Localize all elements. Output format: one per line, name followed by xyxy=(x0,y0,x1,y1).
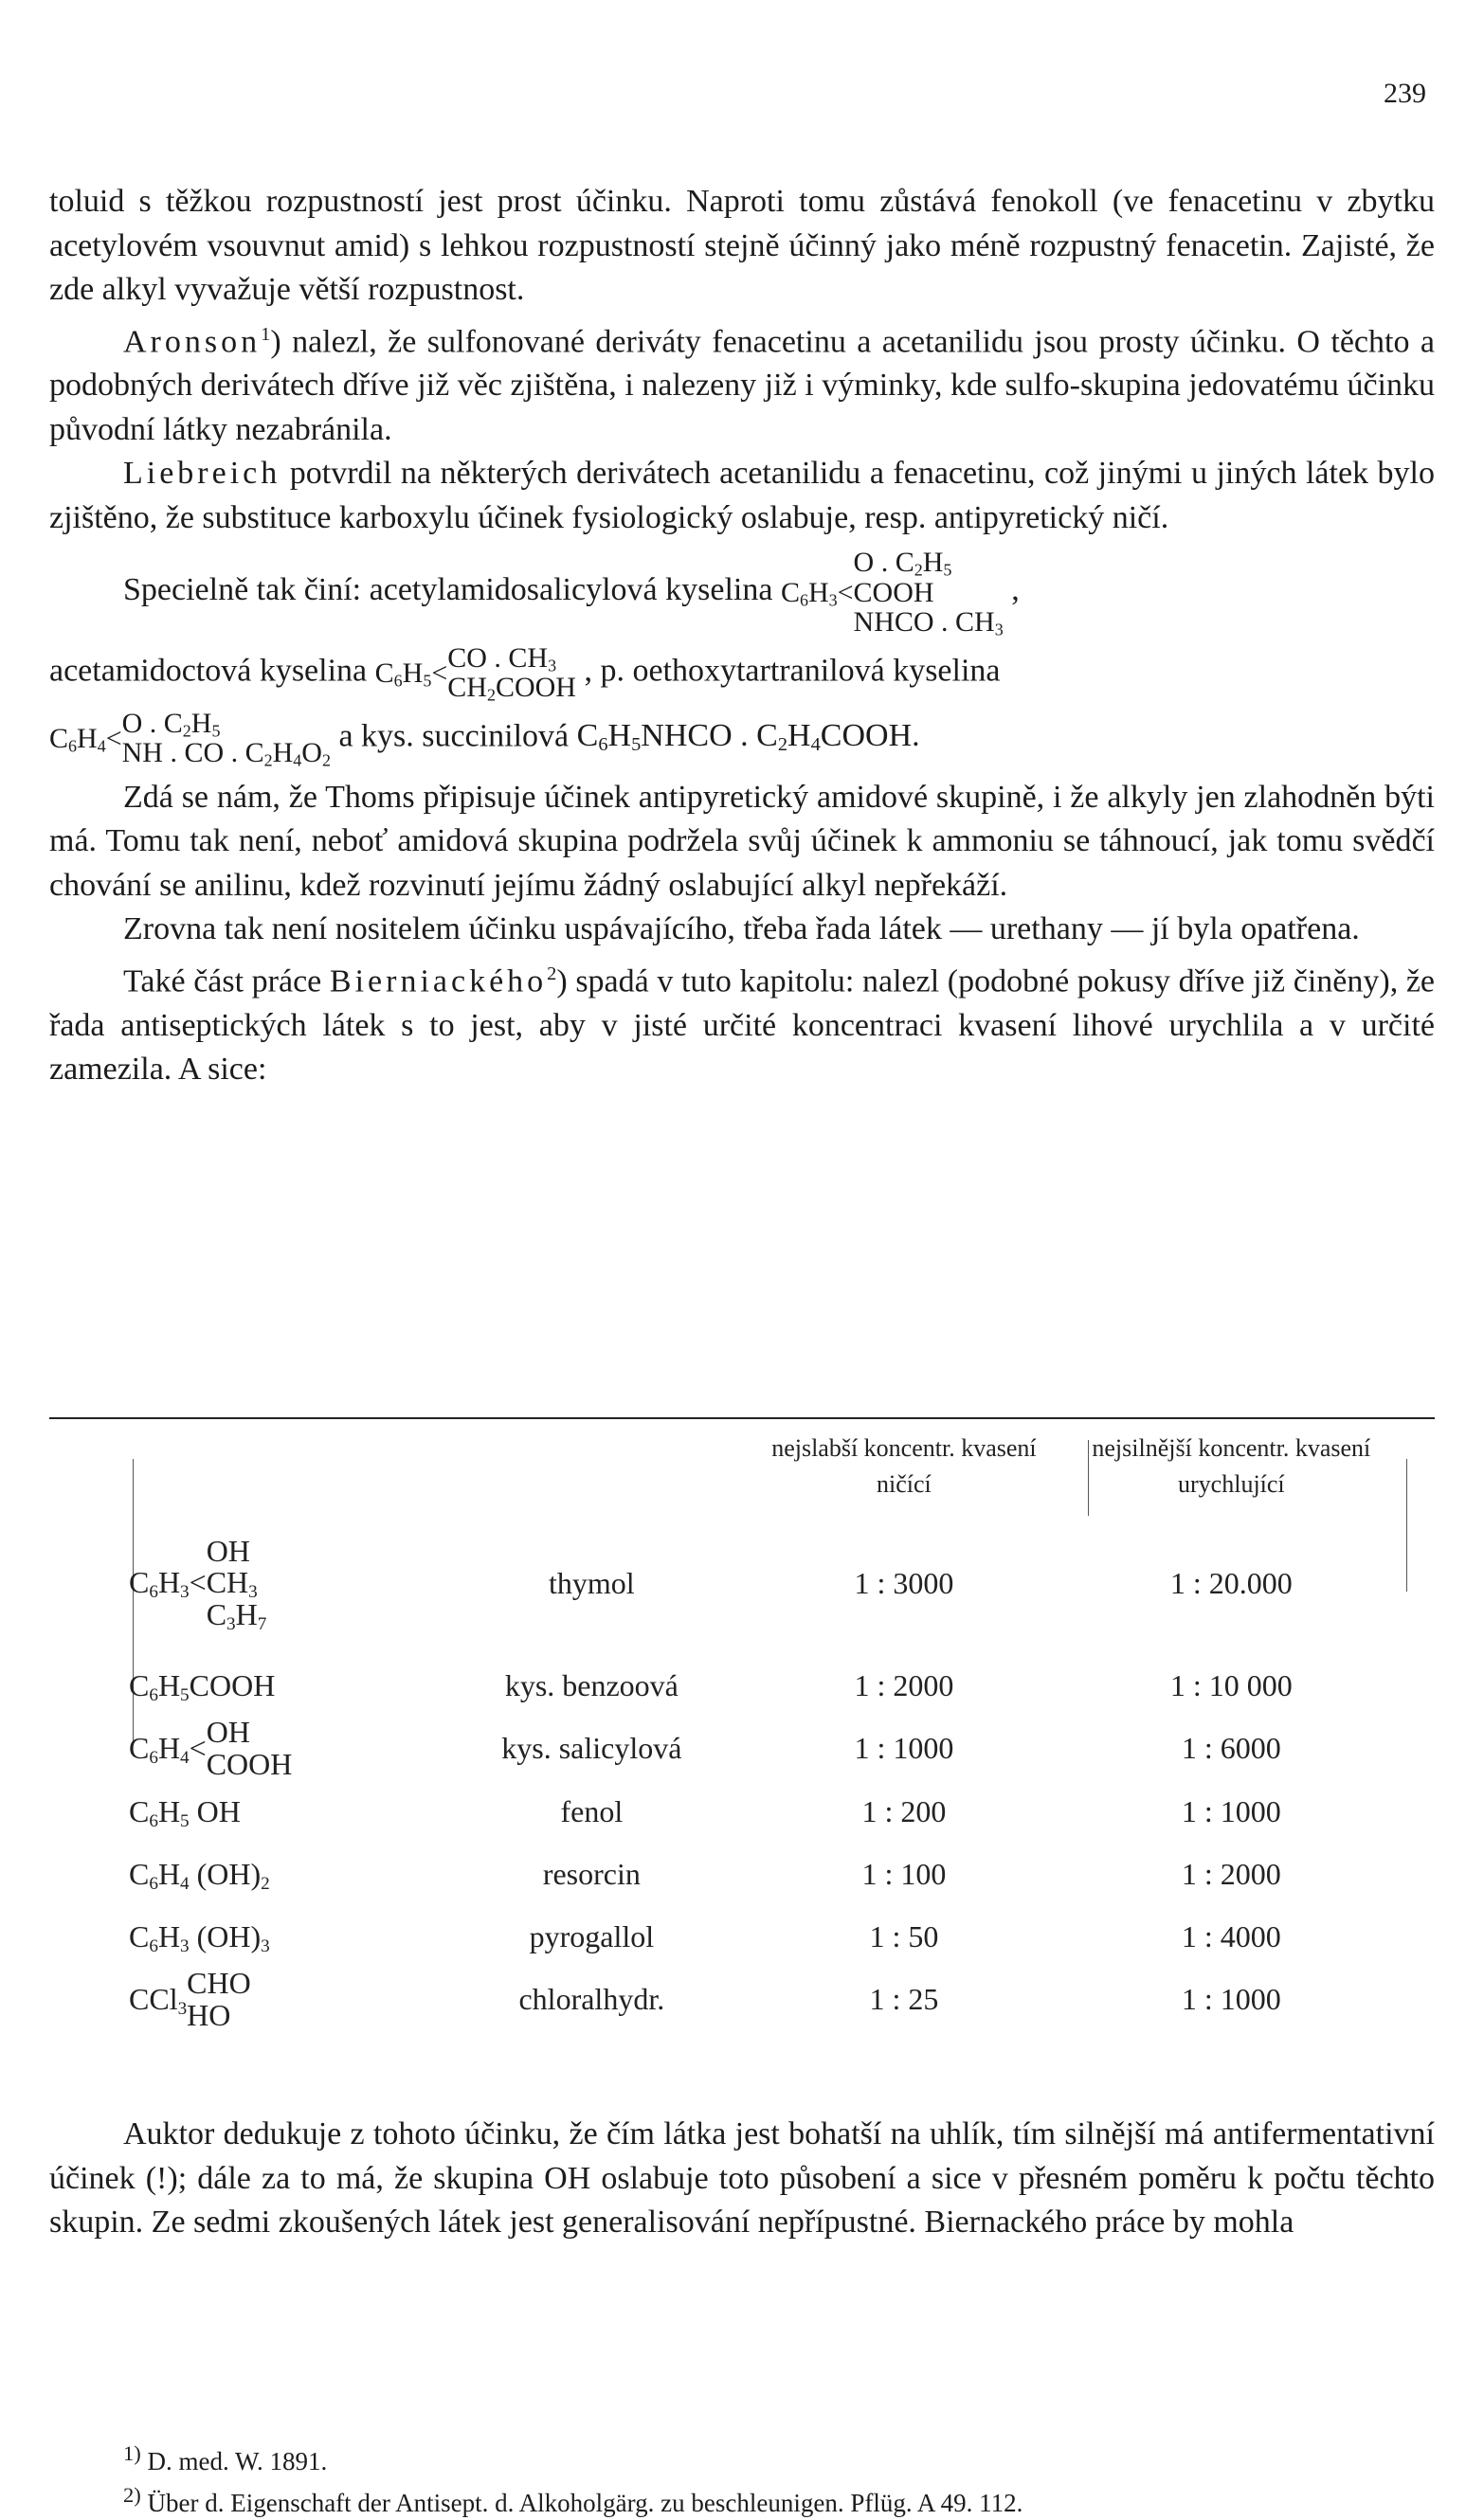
strong-concentration: 1 : 2000 xyxy=(1181,1856,1281,1891)
formula-succinilova: $C_6H_5NHCO$ . $C_2H_4COOH$. xyxy=(576,718,920,756)
paragraph-3-text: potvrdil na některých derivátech acetanilidu a fenacetinu, což jinými u jiných látek bylo zjištěno, že substituce karboxylu účinek fysiologický oslabuje, resp. antipyretický ničí. xyxy=(49,456,1435,535)
paragraph-4-acid3: p. oethoxytartranilová kyselina xyxy=(600,653,1001,689)
substance-name: kys. benzoová xyxy=(504,1667,679,1702)
substance-name: chloralhydr. xyxy=(518,1982,665,2017)
footnote-ref-1: 1 xyxy=(261,323,271,345)
paragraph-2 xyxy=(49,313,1435,453)
paragraph-7-text: ) spadá v tuto kapitolu: nalezl (podobné pokusy dříve již činěny), že řada antiseptických látek s to jest, aby v jisté určité koncentraci kvasení lihové urychlila a v určité zamezila. A sice: xyxy=(49,963,1436,1088)
header-empty-1 xyxy=(123,1423,436,1512)
substance-name: thymol xyxy=(549,1565,635,1600)
formula-oethoxytartranil: $C_6H_4<$ O . $C_2H_5$ NH . CO . $C_2H_4O_2$ xyxy=(49,707,331,770)
paragraph-8: Auktor dedukuje z tohoto účinku, že čím látka jest bohatší na uhlík, tím silnější má antifermentativní účinek (!); dále za to má, že skupina OH oslabuje toto působení a sice v přesném poměru k počtu těchto skupin. Ze sedmi zkoušených látek jest generalisování nepřípustné. Biernackého práce by mohla xyxy=(49,2116,1435,2240)
weak-concentration: 1 : 50 xyxy=(869,1918,939,1953)
author-bierniacki: Bierniackého xyxy=(329,963,548,999)
formula-thymol: $C_6H_3<$ OH $CH_3$ $C_3H_7$ xyxy=(129,1533,267,1634)
table-row xyxy=(123,1968,1403,2031)
paragraph-5: Zdá se nám, že Thoms připisuje účinek antipyretický amidové skupině, i že alkyly jen zlahodněn býti má. Tomu tak není, neboť amidová skupina podržela svůj účinek k ammoniu se táhnoucí, jak tomu svědčí chování se anilinu, kdež rozvinutí jejímu žádný oslabující alkyl nepřekáží. xyxy=(49,779,1435,903)
footnote-text: D. med. W. 1891. xyxy=(147,2447,328,2475)
table-row xyxy=(123,1780,1403,1843)
header-strongest: nejsilnější koncentr. kvasení urychlující xyxy=(1092,1434,1371,1498)
footnote-mark: 1) xyxy=(123,2441,141,2465)
substance-name: fenol xyxy=(560,1793,624,1828)
formula-acetylamidosalicyl: $C_6H_3<$ O . $C_2H_5$ COOH NHCO . $CH_3$ xyxy=(780,547,1004,639)
footnote-text: Über d. Eigenschaft der Antisept. d. Alkoholgärg. zu beschleunigen. Pflüg. A 49. 112. xyxy=(147,2489,1023,2517)
weak-concentration: 1 : 2000 xyxy=(854,1667,954,1702)
paragraph-4c xyxy=(49,709,1435,768)
substance-name: pyrogallol xyxy=(529,1918,655,1953)
weak-concentration: 1 : 100 xyxy=(861,1856,947,1891)
paragraph-4: Specielně tak činí: acetylamidosalicylová kyselina $C_6H_3<$ O . $C_2H_5$ COOH NHCO . $CH_3$ , xyxy=(123,547,1020,639)
closing-text xyxy=(49,2113,1435,2245)
strong-concentration: 1 : 1000 xyxy=(1181,1982,1281,2017)
main-text xyxy=(49,180,1435,1092)
strong-concentration: 1 : 6000 xyxy=(1181,1731,1281,1766)
footnote-2 xyxy=(123,2478,1450,2520)
formula-phenol: $C_6H_5$ OH xyxy=(129,1793,241,1831)
table-right-vline xyxy=(1406,1459,1407,1592)
weak-concentration: 1 : 3000 xyxy=(854,1565,954,1600)
author-liebreich: Liebreich xyxy=(123,456,281,492)
paragraph-4-acid2: acetamidoctová kyselina xyxy=(49,653,368,689)
author-aronson: Aronson xyxy=(123,323,262,359)
paragraph-1: toluid s těžkou rozpustností jest prost účinku. Naproti tomu zůstává fenokoll (ve fenacetinu v zbytku acetylovém vsouvnut amid) s lehkou rozpustností stejně účinný jako méně rozpustný fenacetin. Zajisté, že zde alkyl vyvažuje větší rozpustnost. xyxy=(49,184,1435,307)
fermentation-table xyxy=(123,1423,1403,2031)
paragraph-4b: acetamidoctová kyselina $C_6H_5<$ CO . $CH_3$ $CH_2COOH$ , p. oethoxytartranilová kyselina xyxy=(49,641,1001,705)
table-row xyxy=(123,1717,1403,1780)
table-row xyxy=(123,1843,1403,1905)
strong-concentration: 1 : 1000 xyxy=(1181,1793,1281,1828)
formula-pyrogallol: $C_6H_3$ $(OH)_3$ xyxy=(129,1918,270,1956)
substance-name: kys. salicylová xyxy=(501,1731,682,1766)
table-top-rule xyxy=(49,1417,1435,1419)
header-empty-2 xyxy=(436,1423,749,1512)
paragraph-6: Zrovna tak není nositelem účinku uspávajícího, třeba řada látek — urethany — jí byla opatřena. xyxy=(123,911,1360,947)
table-row xyxy=(123,1512,1403,1654)
formula-chloral: CCl$_3$ CHO HO xyxy=(129,1966,251,2032)
weak-concentration: 1 : 25 xyxy=(869,1982,939,2017)
footnote-1 xyxy=(123,2437,1450,2478)
strong-concentration: 1 : 20.000 xyxy=(1169,1565,1293,1600)
paragraph-4-acid4: a kys. succinilová xyxy=(338,718,570,754)
footnote-mark: 2) xyxy=(123,2483,141,2507)
strong-concentration: 1 : 10 000 xyxy=(1169,1667,1293,1702)
substance-name: resorcin xyxy=(542,1856,641,1891)
footnote-ref-2: 2 xyxy=(547,963,557,984)
paragraph-2-text: ) nalezl, že sulfonované deriváty fenacetinu a acetanilidu jsou prosty účinku. O těchto a podobných derivátech dříve již věc zjištěna, i nalezeny již i výminky, kde sulfo-skupina jedovatému účinku původní látky nezabránila. xyxy=(49,323,1435,447)
page-number: 239 xyxy=(1384,78,1426,109)
weak-concentration: 1 : 200 xyxy=(861,1793,947,1828)
formula-resorcin: $C_6H_4$ $(OH)_2$ xyxy=(129,1856,270,1894)
formula-acetamidoctova: $C_6H_5<$ CO . $CH_3$ $CH_2COOH$ xyxy=(374,641,576,705)
strong-concentration: 1 : 4000 xyxy=(1181,1918,1281,1953)
paragraph-3 xyxy=(49,452,1435,540)
footnotes xyxy=(123,2437,1450,2520)
weak-concentration: 1 : 1000 xyxy=(854,1731,954,1766)
table-row xyxy=(123,1654,1403,1717)
paragraph-4-intro: Specielně tak činí: acetylamidosalicylová kyselina xyxy=(123,572,773,608)
table-header xyxy=(123,1423,1403,1512)
table-row xyxy=(123,1905,1403,1968)
paragraph-7 xyxy=(49,952,1435,1092)
formula-salicylic: $C_6H_4<$ OH COOH xyxy=(129,1715,293,1781)
formula-benzoic: $C_6H_5COOH$ xyxy=(129,1667,276,1705)
paragraph-7-start: Také část práce xyxy=(123,963,330,999)
header-weakest: nejslabší koncentr. kvasení ničící xyxy=(771,1434,1037,1498)
